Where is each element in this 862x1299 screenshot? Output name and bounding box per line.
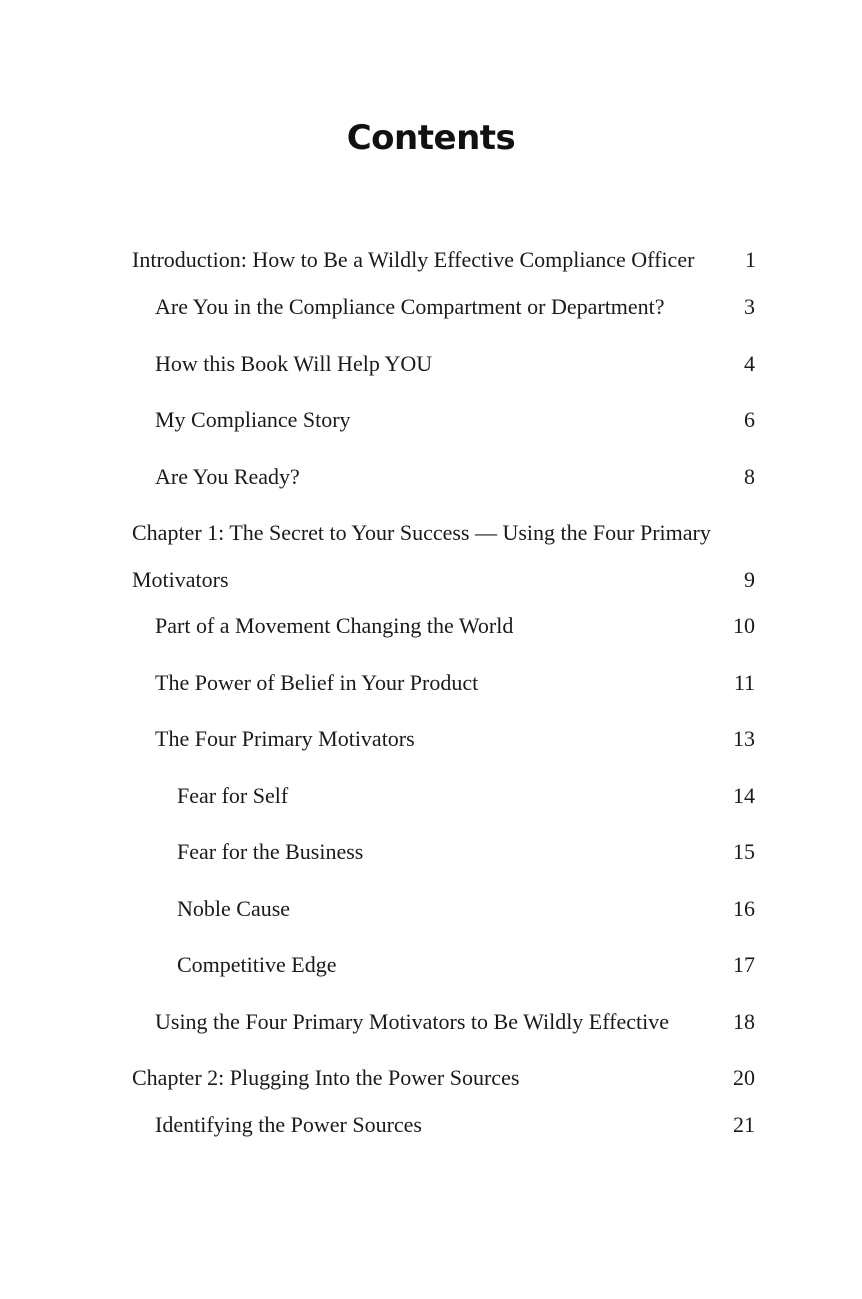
toc-entry-page-number: 13 — [733, 726, 755, 751]
toc-entry-page-number: 6 — [744, 407, 755, 432]
toc-entry-page-number: 1 — [745, 247, 756, 272]
toc-entry-title: Are You in the Compliance Compartment or Department? — [155, 294, 665, 319]
toc-entry-title: Competitive Edge — [177, 952, 337, 977]
toc-entry-title: Are You Ready? — [155, 464, 300, 489]
toc-entry-title: The Four Primary Motivators — [155, 726, 415, 751]
toc-entry-title: Fear for the Business — [177, 839, 364, 864]
page-title: Contents — [346, 118, 516, 158]
toc-entry-page-number: 17 — [733, 952, 755, 977]
toc-entry-page-number: 9 — [744, 567, 755, 592]
toc-entry-page-number: 4 — [744, 351, 755, 376]
toc-entry-page-number: 20 — [733, 1065, 755, 1090]
toc-entry-page-number: 8 — [744, 464, 755, 489]
toc-entry-title: Fear for Self — [177, 783, 289, 808]
toc-entry-page-number: 14 — [733, 783, 755, 808]
toc-entry-title: Chapter 1: The Secret to Your Success — Using the Four Primary — [132, 520, 711, 545]
toc-entry-page-number: 3 — [744, 294, 755, 319]
toc-entry-title: Identifying the Power Sources — [155, 1112, 422, 1137]
toc-entry-title: The Power of Belief in Your Product — [155, 670, 479, 695]
toc-entry-page-number: 16 — [733, 896, 755, 921]
toc-entry-title: Motivators — [132, 567, 229, 592]
toc-entry-page-number: 15 — [733, 839, 755, 864]
toc-entry-page-number: 10 — [733, 613, 755, 638]
toc-entry-title: Part of a Movement Changing the World — [155, 613, 514, 638]
toc-entry-title: Chapter 2: Plugging Into the Power Sources — [132, 1065, 520, 1090]
toc-entry-title: How this Book Will Help YOU — [155, 351, 433, 376]
toc-entry-title: My Compliance Story — [155, 407, 351, 432]
toc-entry-title: Using the Four Primary Motivators to Be Wildly Effective — [155, 1009, 670, 1034]
toc-entry-title: Introduction: How to Be a Wildly Effective Compliance Officer — [132, 247, 695, 272]
toc-entry-page-number: 21 — [733, 1112, 755, 1137]
toc-entry-page-number: 11 — [733, 670, 755, 695]
toc-entry-page-number: 18 — [733, 1009, 755, 1034]
toc-entry-title: Noble Cause — [177, 896, 291, 921]
